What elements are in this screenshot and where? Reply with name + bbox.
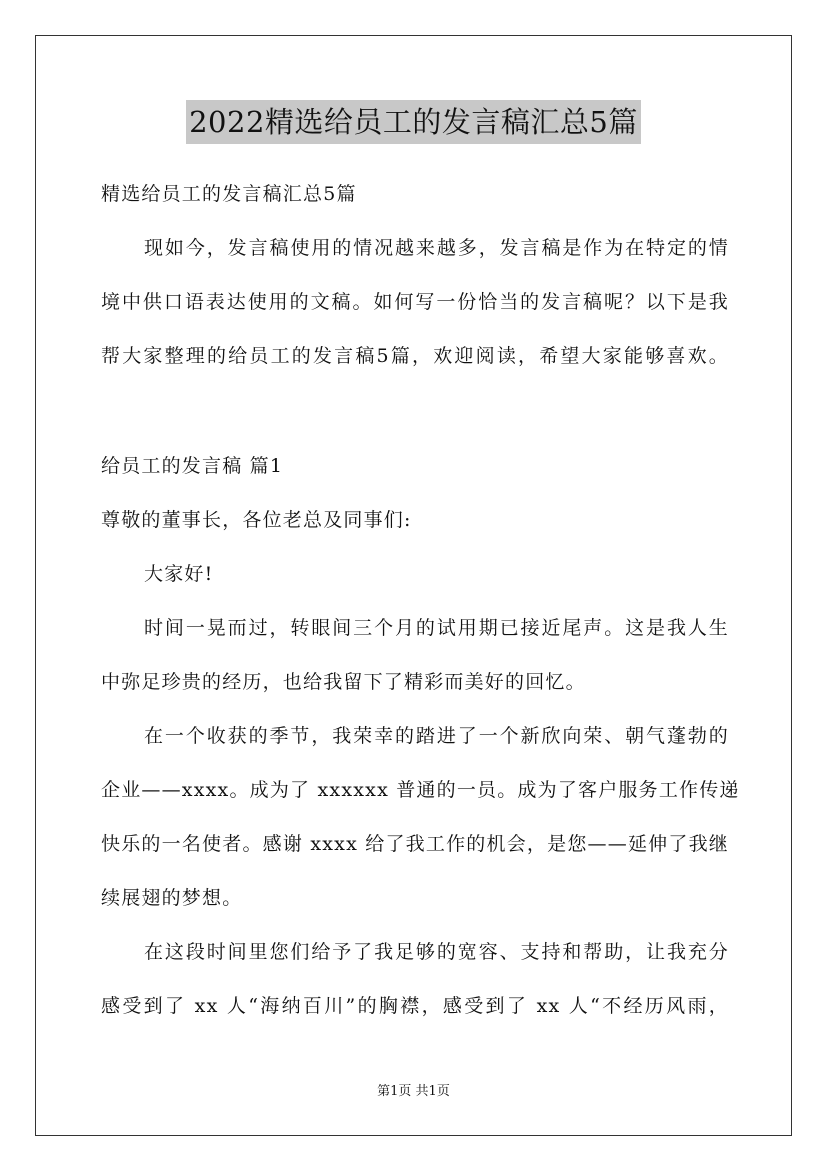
para2-line-2: 企业——xxxx。成为了 xxxxxx 普通的一员。成为了客户服务工作传递 (101, 779, 740, 801)
salutation: 尊敬的董事长，各位老总及同事们: (101, 509, 412, 531)
para1-line-1: 时间一晃而过，转眼间三个月的试用期已接近尾声。这是我人生 (144, 617, 729, 639)
para2-line-4: 续展翅的梦想。 (101, 887, 243, 909)
page-footer: 第1页 共1页 (377, 1084, 450, 1099)
subtitle: 精选给员工的发言稿汇总5篇 (101, 183, 357, 205)
intro-line-3: 帮大家整理的给员工的发言稿5篇，欢迎阅读，希望大家能够喜欢。 (101, 345, 729, 367)
para2-line-1: 在一个收获的季节，我荣幸的踏进了一个新欣向荣、朝气蓬勃的 (144, 725, 729, 747)
para3-line-1: 在这段时间里您们给予了我足够的宽容、支持和帮助，让我充分 (144, 941, 729, 963)
greeting: 大家好! (144, 563, 214, 585)
para1-line-2: 中弥足珍贵的经历，也给我留下了精彩而美好的回忆。 (101, 671, 586, 693)
document-title: 2022精选给员工的发言稿汇总5篇 (186, 100, 641, 144)
intro-line-1: 现如今，发言稿使用的情况越来越多，发言稿是作为在特定的情 (144, 237, 729, 259)
title-wrap (0, 100, 827, 144)
para3-line-2: 感受到了 xx 人“海纳百川”的胸襟，感受到了 xx 人“不经历风雨， (101, 995, 729, 1017)
para2-line-3: 快乐的一名使者。感谢 xxxx 给了我工作的机会，是您——延伸了我继 (101, 833, 729, 855)
intro-line-2: 境中供口语表达使用的文稿。如何写一份恰当的发言稿呢？以下是我 (101, 291, 729, 313)
section-heading: 给员工的发言稿 篇1 (101, 455, 284, 477)
